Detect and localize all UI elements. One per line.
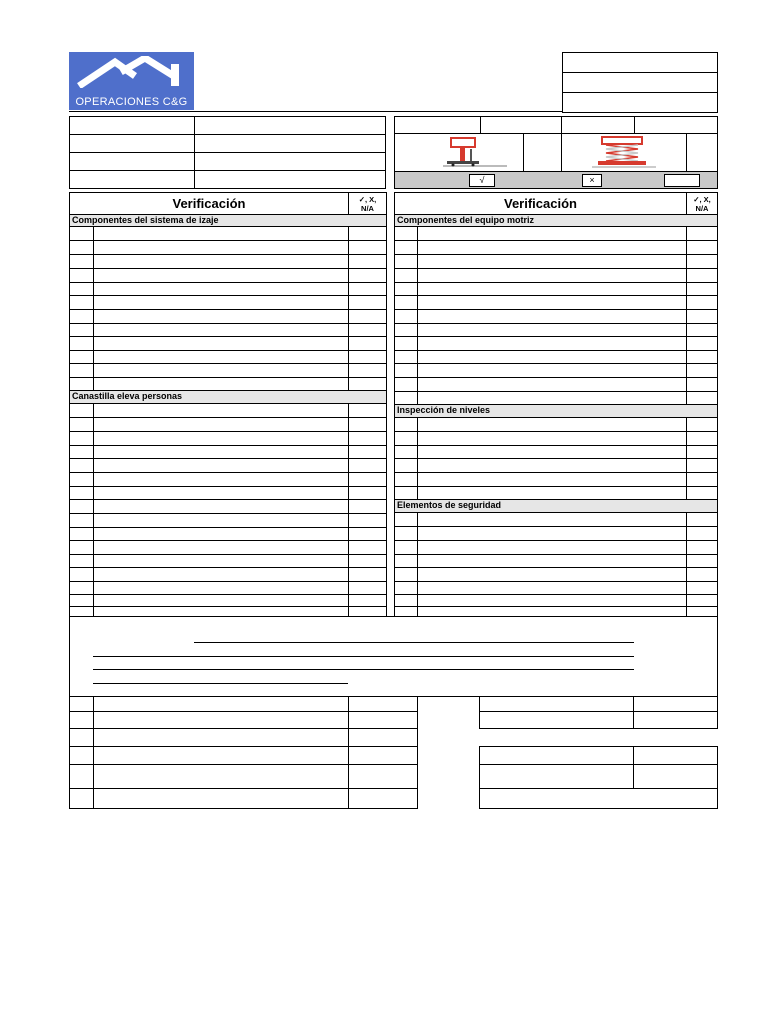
- roof-logo-icon: [77, 56, 185, 88]
- company-logo: [69, 52, 194, 110]
- left-rows-group-1: [69, 226, 387, 391]
- right-section-title-3: Elementos de seguridad: [394, 499, 718, 513]
- general-info-table: [69, 116, 386, 189]
- left-section-title-2: Canastilla eleva personas: [69, 390, 387, 404]
- equipment-type-table: [394, 116, 718, 189]
- right-rows-group-2: [394, 417, 718, 500]
- right-rows-group-1: [394, 226, 718, 405]
- doc-date-field[interactable]: [562, 92, 718, 113]
- legend-check-box[interactable]: √: [469, 174, 495, 187]
- doc-version-field[interactable]: [562, 72, 718, 93]
- scissor-lift-icon: [592, 135, 656, 169]
- right-section-title-2: Inspección de niveles: [394, 404, 718, 418]
- signature-field[interactable]: [479, 788, 718, 809]
- header-divider: [69, 111, 563, 112]
- left-verification-title: Verificación: [172, 196, 246, 211]
- doc-code-field[interactable]: [562, 52, 718, 73]
- observations-box: [69, 616, 718, 697]
- right-verification-title: Verificación: [504, 196, 577, 211]
- left-rows-group-2: [69, 403, 387, 617]
- left-section-title-1: Componentes del sistema de izaje: [69, 214, 387, 227]
- legend-na-box[interactable]: [664, 174, 700, 187]
- signature-table-2: [479, 746, 718, 789]
- right-mark-label: ✓, X, N/A: [693, 195, 711, 213]
- right-section-title-1: Componentes del equipo motriz: [394, 214, 718, 227]
- signature-table-1: [479, 696, 718, 729]
- mast-lift-icon: [443, 136, 507, 168]
- observation-line-4[interactable]: [93, 683, 348, 684]
- responsible-table: [69, 696, 418, 809]
- observation-line-3[interactable]: [93, 669, 634, 670]
- observation-line-1[interactable]: [194, 642, 634, 643]
- logo-text: OPERACIONES C&G: [75, 96, 188, 108]
- left-mark-label: ✓, X, N/A: [358, 195, 377, 213]
- observation-line-2[interactable]: [93, 656, 634, 657]
- right-rows-group-3: [394, 512, 718, 617]
- legend-cross-box[interactable]: ×: [582, 174, 602, 187]
